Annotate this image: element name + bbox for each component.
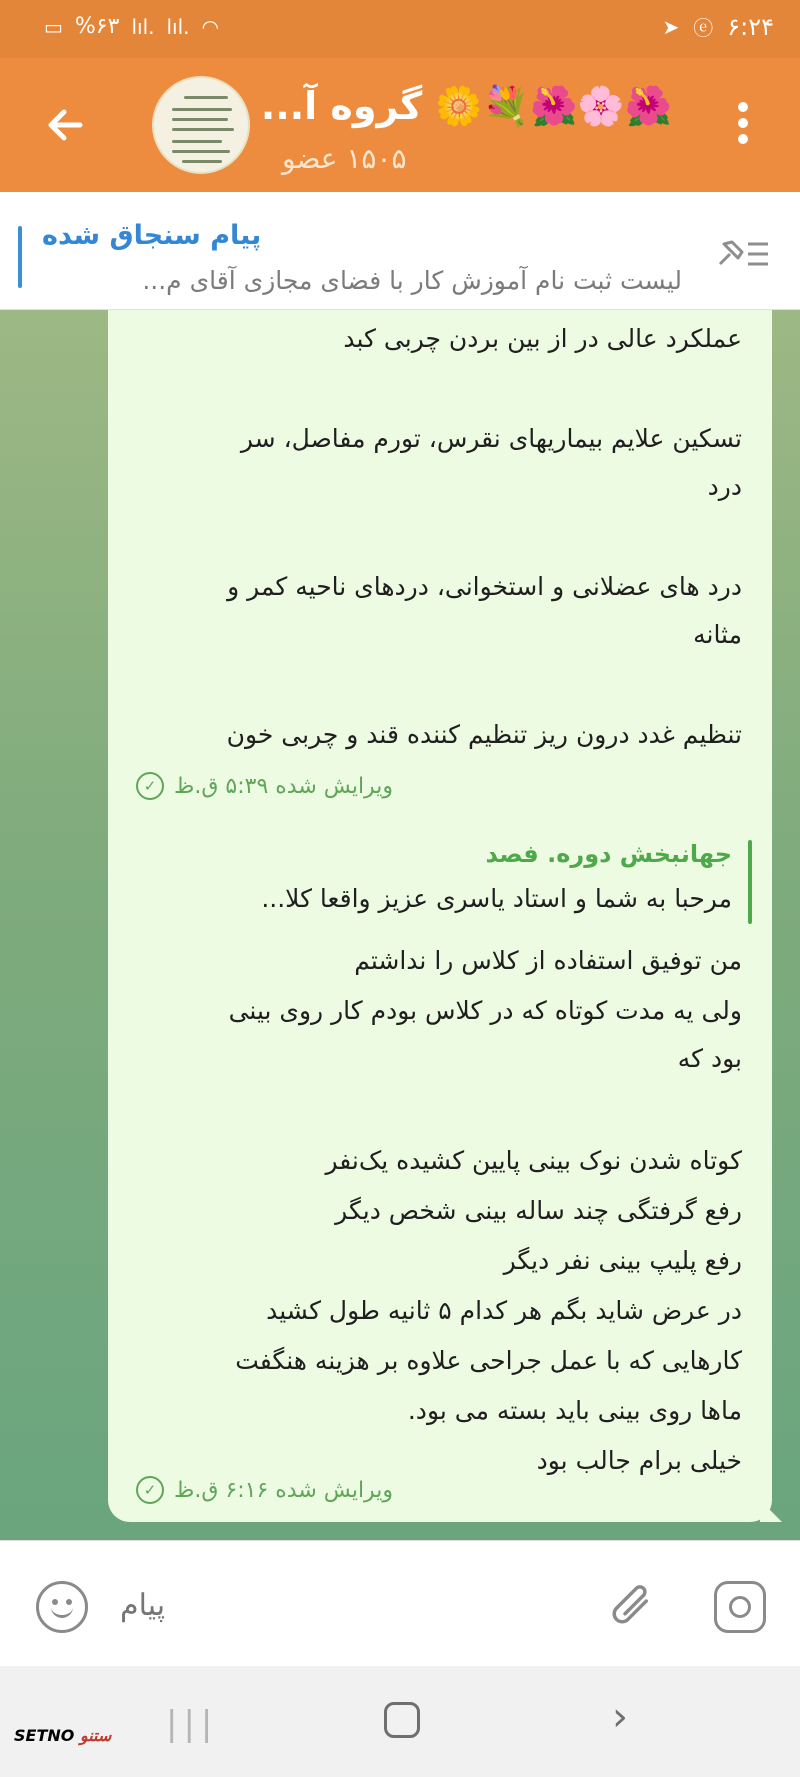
wifi-icon: ◠ xyxy=(201,14,219,39)
message-line: مثانه xyxy=(693,620,742,649)
message-line: کوتاه شدن نوک بینی پایین کشیده یک‌نفر xyxy=(325,1146,742,1175)
message-meta xyxy=(136,772,393,800)
chat-header xyxy=(0,58,800,192)
recents-button[interactable]: ||| xyxy=(166,1704,219,1744)
message-line: درد های عضلانی و استخوانی، دردهای ناحیه کمر و xyxy=(227,572,742,601)
status-right xyxy=(662,12,774,41)
clock: ۶:۲۴ xyxy=(727,12,774,41)
system-nav-bar xyxy=(0,1666,800,1777)
pinned-message[interactable] xyxy=(0,192,800,310)
watermark: SETNO ستنو xyxy=(14,1726,112,1745)
reply-preview[interactable]: مرحبا به شما و استاد یاسری عزیز واقعا کلا... xyxy=(261,884,732,913)
reply-accent-bar xyxy=(748,840,752,924)
arrow-left-icon[interactable] xyxy=(40,100,90,150)
message-input[interactable] xyxy=(120,1581,580,1631)
message-line: درد xyxy=(707,472,742,501)
status-left xyxy=(44,14,219,39)
reply-author[interactable]: جهانبخش دوره. فصد xyxy=(485,840,732,868)
pin-list-icon[interactable] xyxy=(714,234,772,274)
message-line: رفع گرفتگی چند ساله بینی شخص دیگر xyxy=(335,1196,742,1225)
signal-icon-2: lıl. xyxy=(166,14,190,39)
edited-time: ویرایش شده ۵:۳۹ ق.ظ xyxy=(174,773,393,799)
battery-level: %۶۳ xyxy=(74,14,120,39)
message-line: ماها روی بینی باید بسته می بود. xyxy=(407,1396,742,1425)
message-bubble[interactable] xyxy=(108,812,772,1522)
member-count: ۱۵۰۵ عضو xyxy=(282,142,407,175)
message-line: بود که xyxy=(677,1044,742,1073)
message-composer xyxy=(0,1540,800,1666)
battery-icon: ▭ xyxy=(44,14,63,39)
message-meta xyxy=(136,1476,393,1504)
sent-check-icon: ✓ xyxy=(136,772,164,800)
signal-icon: lıl. xyxy=(131,14,155,39)
pin-list-svg xyxy=(714,234,772,274)
app-notification-icon: ⓔ xyxy=(693,16,714,40)
sent-check-icon: ✓ xyxy=(136,1476,164,1504)
chat-area[interactable] xyxy=(0,310,800,1540)
home-button[interactable] xyxy=(384,1702,420,1738)
paperclip-icon[interactable] xyxy=(591,1567,669,1645)
message-line: خیلی برام جالب بود xyxy=(536,1446,742,1475)
message-line: تسکین علایم بیماریهای نقرس، تورم مفاصل، سر xyxy=(240,424,742,453)
message-line: تنظیم غدد درون ریز تنظیم کننده قند و چربی خون xyxy=(226,720,742,749)
camera-icon[interactable] xyxy=(714,1581,766,1633)
paperclip-svg xyxy=(594,1570,666,1642)
back-arrow-svg xyxy=(40,100,90,150)
back-button[interactable]: › xyxy=(612,1694,628,1740)
status-bar xyxy=(0,0,800,58)
message-line: عملکرد عالی در از بین بردن چربی کبد xyxy=(343,324,742,353)
emoji-icon[interactable] xyxy=(36,1581,88,1633)
bubble-tail xyxy=(760,1500,782,1522)
message-line: کارهایی که با عمل جراحی علاوه بر هزینه هنگفت xyxy=(235,1346,742,1375)
telegram-icon: ➤ xyxy=(662,14,680,39)
message-line: در عرض شاید بگم هر کدام ۵ ثانیه طول کشید xyxy=(266,1296,742,1325)
message-line: ولی یه مدت کوتاه که در کلاس بودم کار روی بینی xyxy=(228,996,742,1025)
message-line: رفع پلیپ بینی نفر دیگر xyxy=(503,1246,742,1275)
more-vertical-icon[interactable] xyxy=(738,102,750,152)
group-title[interactable]: 🌺🌸🌺💐🌼 گروه آ... xyxy=(260,84,672,128)
edited-time: ویرایش شده ۶:۱۶ ق.ظ xyxy=(174,1477,393,1503)
pinned-title: پیام سنجاق شده xyxy=(42,220,262,251)
message-line: من توفیق استفاده از کلاس را نداشتم xyxy=(354,946,742,975)
pinned-accent-bar xyxy=(18,226,22,288)
group-avatar[interactable] xyxy=(152,76,250,174)
pinned-text: لیست ثبت نام آموزش کار با فضای مجازی آقای م... xyxy=(142,266,682,295)
